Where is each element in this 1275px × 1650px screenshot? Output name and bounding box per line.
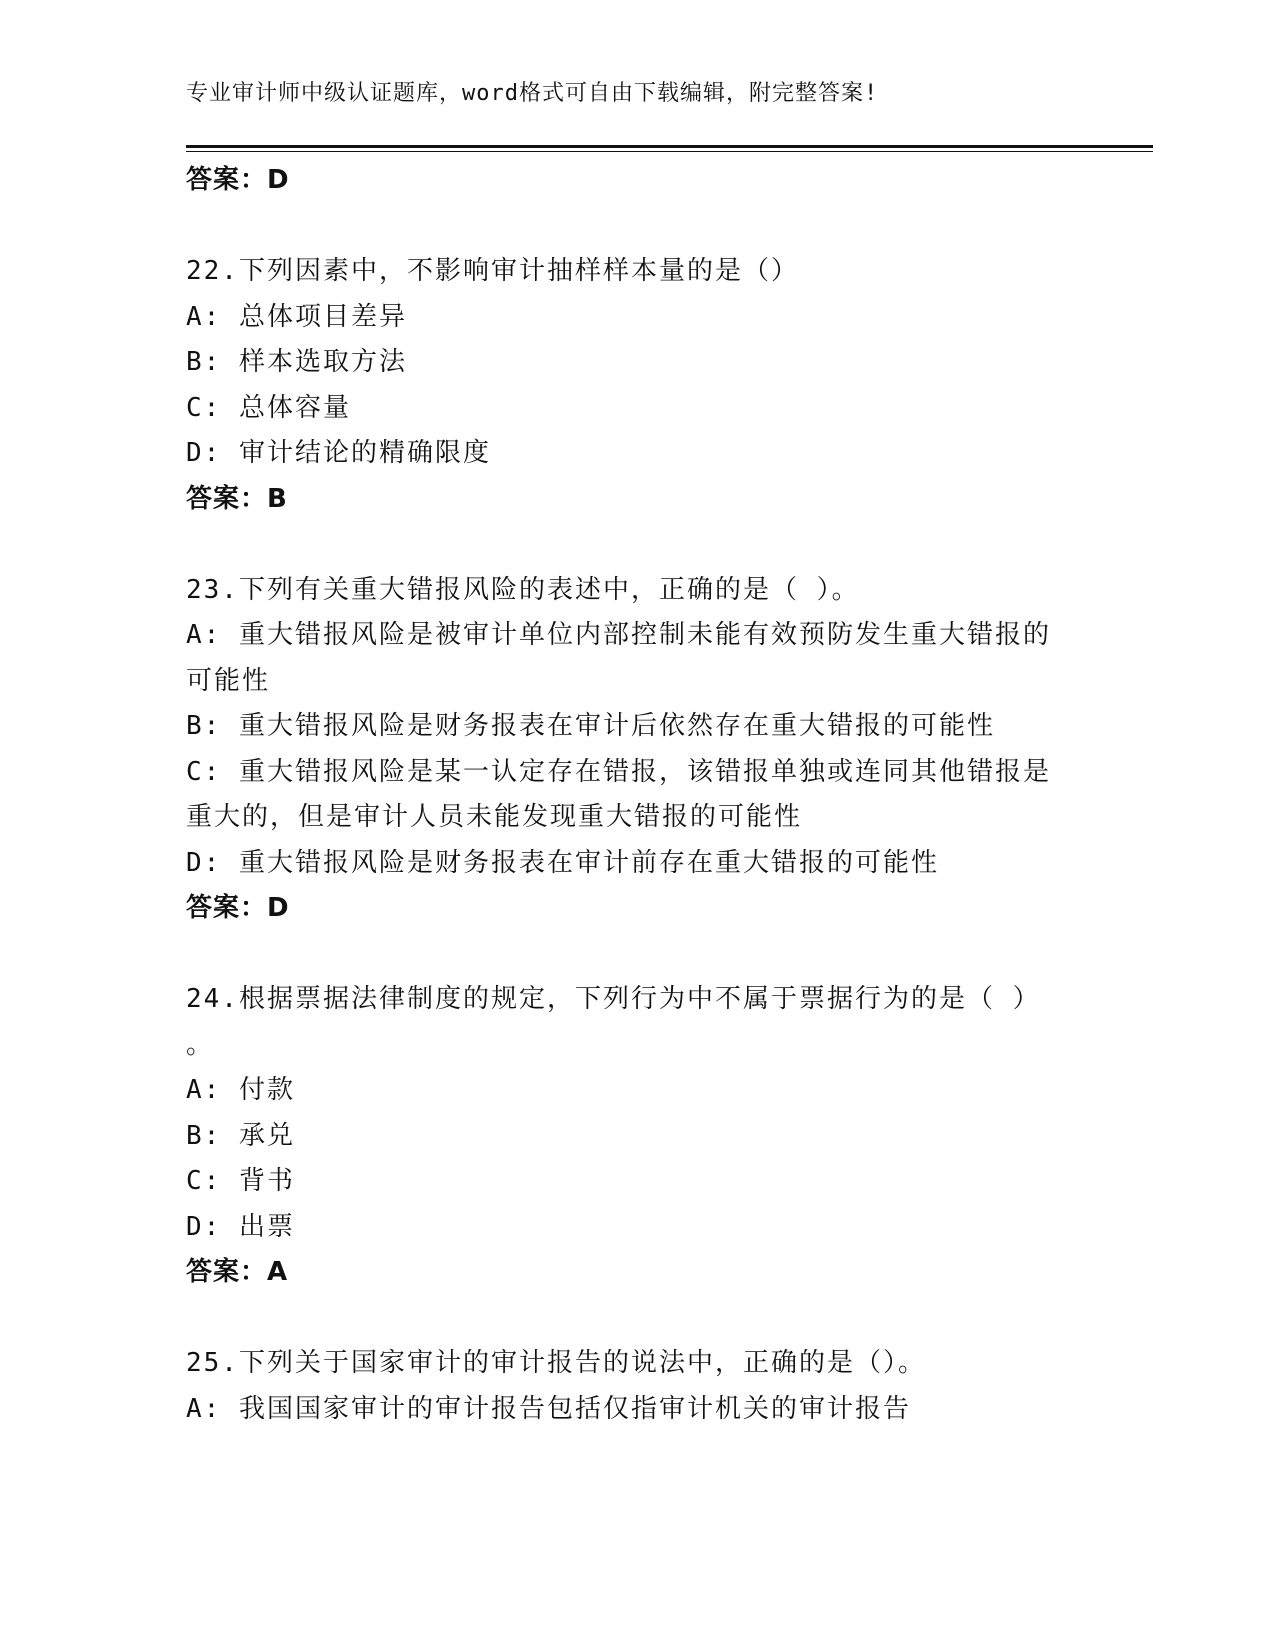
- answer-line: 答案：D: [186, 893, 290, 923]
- question-list: [186, 158, 1086, 1432]
- answer-line: 答案：D: [186, 165, 290, 195]
- option-a: A: 总体项目差异: [186, 301, 407, 332]
- spacer: [186, 522, 1086, 568]
- spacer: [186, 1296, 1086, 1342]
- option-c: C: 重大错报风险是某一认定存在错报，该错报单独或连同其他错报是: [186, 756, 1051, 787]
- option-a-continued: 可能性: [186, 665, 271, 696]
- header-rule-thick: [186, 145, 1153, 148]
- option-a: A: 重大错报风险是被审计单位内部控制未能有效预防发生重大错报的: [186, 620, 1051, 650]
- question-stem: 22.下列因素中，不影响审计抽样样本量的是（）: [186, 256, 799, 286]
- spacer: [186, 204, 1086, 250]
- option-d: D: 出票: [186, 1211, 295, 1242]
- option-a: A: 我国国家审计的审计报告包括仅指审计机关的审计报告: [186, 1393, 911, 1424]
- header-rule-thin: [186, 151, 1153, 152]
- option-d: D: 审计结论的精确限度: [186, 438, 491, 468]
- spacer: [186, 932, 1086, 978]
- option-a: A: 付款: [186, 1075, 295, 1105]
- page-header: 专业审计师中级认证题库，word格式可自由下载编辑，附完整答案!: [186, 81, 879, 106]
- answer-line: 答案：B: [186, 483, 288, 514]
- option-d: D: 重大错报风险是财务报表在审计前存在重大错报的可能性: [186, 847, 939, 878]
- option-c-continued: 重大的，但是审计人员未能发现重大错报的可能性: [186, 802, 803, 832]
- question-stem-continued: 。: [186, 1029, 215, 1060]
- question-stem: 23.下列有关重大错报风险的表述中，正确的是（ ）。: [186, 574, 860, 605]
- question-stem: 25.下列关于国家审计的审计报告的说法中，正确的是（）。: [186, 1348, 926, 1378]
- option-b: B: 样本选取方法: [186, 347, 407, 377]
- question-stem: 24.根据票据法律制度的规定，下列行为中不属于票据行为的是（ ）: [186, 984, 1041, 1014]
- option-b: B: 重大错报风险是财务报表在审计后依然存在重大错报的可能性: [186, 711, 995, 741]
- option-c: C: 背书: [186, 1166, 295, 1196]
- option-c: C: 总体容量: [186, 392, 351, 423]
- option-b: B: 承兑: [186, 1120, 295, 1151]
- answer-line: 答案：A: [186, 1257, 289, 1287]
